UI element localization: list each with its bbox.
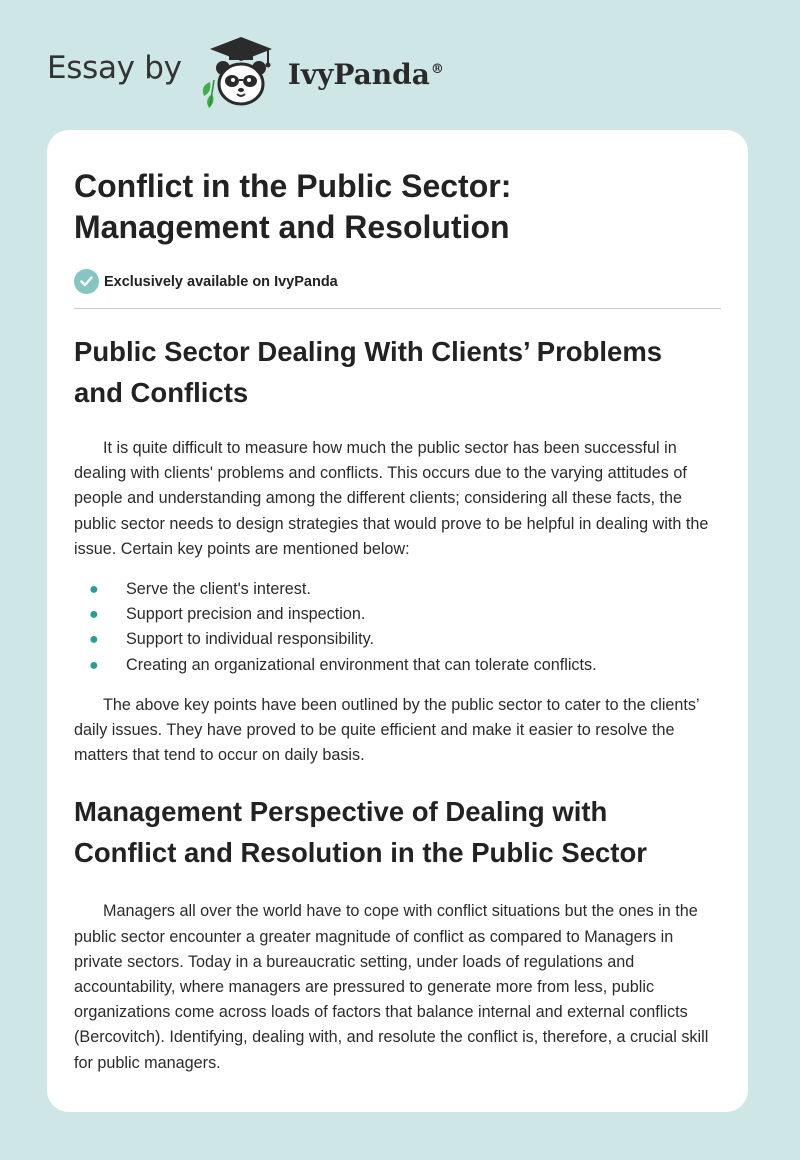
section-heading: Management Perspective of Dealing with Conflict and Resolution in the Public Sector [74,796,647,869]
section-clients-problems [74,331,721,768]
panda-logo-icon[interactable] [196,34,286,110]
essay-card [47,130,748,1112]
key-points-list [74,577,721,678]
bullet-dot-icon: ● [89,606,99,624]
brand-name: IvyPanda® [287,57,444,91]
bullet-dot-icon: ● [89,656,99,674]
page-title [74,166,721,248]
list-item: ● Support to individual responsibility. [74,627,721,652]
list-item: ● Serve the client's interest. [74,577,721,602]
section-heading: Public Sector Dealing With Clients’ Problems and Conflicts [74,336,663,408]
paragraph: The above key points have been outlined by the public sector to cater to the clients’ daily issues. They have proved to be quite efficient and make it easier to resolve the matters that tend to occur on daily basis. [74,695,700,765]
bullet-dot-icon: ● [89,581,99,599]
brand-prefix: Essay by [47,50,182,86]
check-circle-icon [74,269,99,294]
trademark: ® [430,62,444,78]
exclusive-badge [74,269,721,294]
list-item: ● Creating an organizational environment that can tolerate conflicts. [74,653,721,678]
brand-header [47,34,444,110]
paragraph: Managers all over the world have to cope with conflict situations but the ones in the public sector encounter a greater magnitude of conflict as compared to Managers in private sectors. Today in a bureaucratic setting, under loads of regulations and accountability, where managers are pressured to generate more from less, public organizations come across loads of factors that balance internal and external conflicts (Bercovitch). Identifying, dealing with, and resolute the conflict is, therefore, a crucial skill for public managers. [74,902,709,1072]
bullet-dot-icon: ● [89,631,99,649]
title-line-2: Management and Resolution [74,209,510,245]
list-item: ● Support precision and inspection. [74,602,721,627]
section-management-perspective [74,791,721,1075]
exclusive-label: Exclusively available on IvyPanda [104,273,338,290]
paragraph: It is quite difficult to measure how much the public sector has been successful in dealing with clients' problems and conflicts. This occurs due to the varying attitudes of people and understanding among the different clients; considering all these facts, the public sector needs to design strategies that would prove to be helpful in dealing with the issue. Certain key points are mentioned below: [74,439,709,558]
title-line-1: Conflict in the Public Sector: [74,168,512,204]
divider [74,308,721,309]
